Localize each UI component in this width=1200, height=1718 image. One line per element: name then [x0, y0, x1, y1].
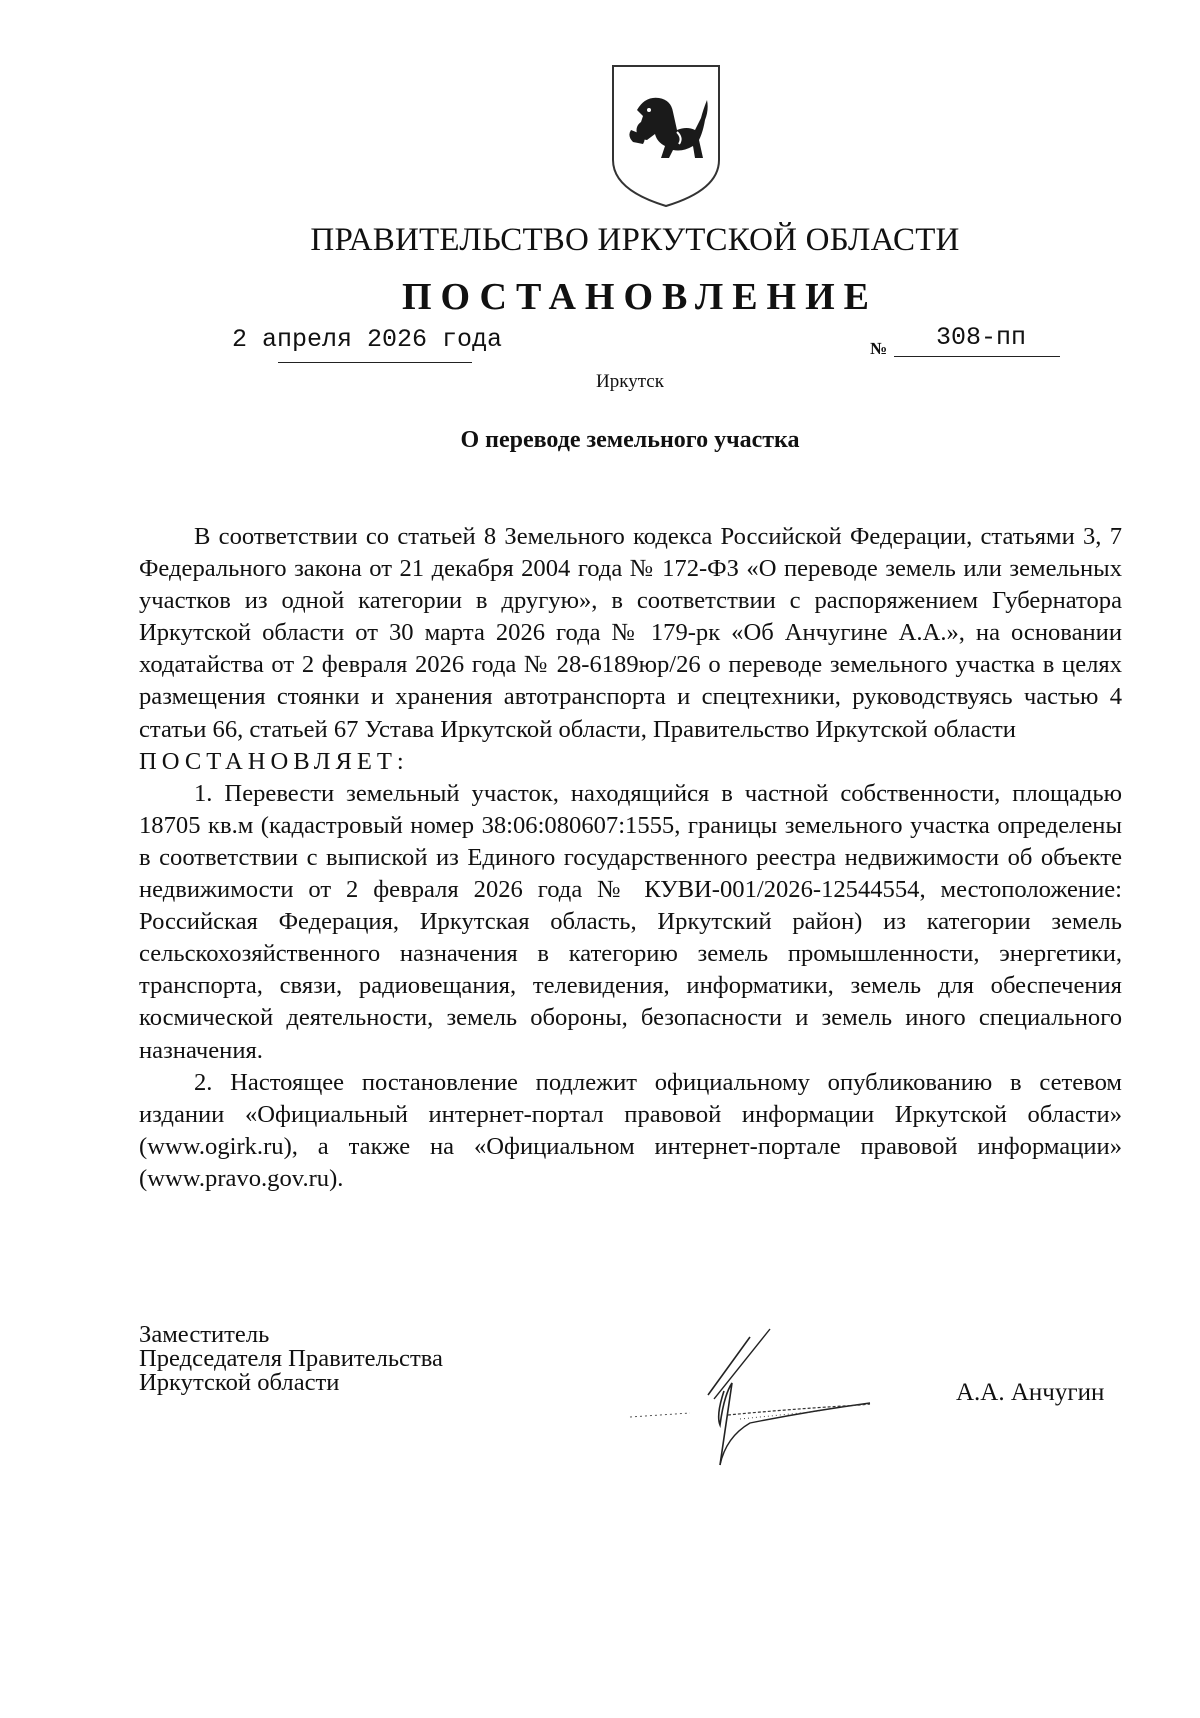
- signer-position-line-3: Иркутской области: [139, 1369, 340, 1396]
- resolves-heading: ПОСТАНОВЛЯЕТ:: [139, 747, 409, 775]
- signer-name: А.А. Анчугин: [956, 1379, 1105, 1406]
- preamble-paragraph: В соответствии со статьей 8 Земельного кодекса Российской Федерации, статьями 3, 7 Федерального закона от 21 декабря 2004 года № 172-ФЗ «О переводе земель или земельных участков из одной категории в другую», в соответствии с распоряжением Губернатора Иркутской области от 30 марта 2026 года № 179-рк «Об Анчугине А.А.», на основании ходатайства от 2 февраля 2026 года № 28-6189юр/26 о переводе земельного участка в целях размещения стоянки и хранения автотранспорта и спецтехники, руководствуясь частью 4 статьи 66, статьей 67 Устава Иркутской области, Правительство Иркутской области: [139, 523, 1122, 743]
- document-type-heading: ПОСТАНОВЛЕНИЕ: [401, 276, 879, 318]
- signer-position-line-2: Председателя Правительства: [139, 1345, 443, 1372]
- document-number: 308-пп: [936, 323, 1027, 352]
- signer-position-line-1: Заместитель: [139, 1321, 270, 1348]
- number-label: №: [870, 339, 888, 358]
- item-1-paragraph: 1. Перевести земельный участок, находящийся в частной собственности, площадью 18705 кв.м (кадастровый номер 38:06:080607:1555, границы земельного участка определены в соответствии с выпиской из Единого государственного реестра недвижимости об объекте недвижимости от 2 февраля 2026 года № КУВИ-001/2026-12544554, местоположение: Российская Федерация, Иркутская область, Иркутский район) из категории земель сельскохозяйственного назначения в категорию земель промышленности, энергетики, транспорта, связи, радиовещания, телевидения, информатики, земель для обеспечения космической деятельности, земель обороны, безопасности и земель иного специального назначения.: [139, 779, 1122, 1064]
- organization-title: ПРАВИТЕЛЬСТВО ИРКУТСКОЙ ОБЛАСТИ: [310, 222, 960, 258]
- item-2-paragraph: 2. Настоящее постановление подлежит официальному опубликованию в сетевом издании «Официальный интернет-портал правовой информации Иркутской области» (www.ogirk.ru), а также на «Официальном интернет-портале правовой информации» (www.pravo.gov.ru).: [139, 1068, 1122, 1192]
- city: Иркутск: [596, 371, 664, 392]
- date-underline: [278, 362, 472, 363]
- document-subject: О переводе земельного участка: [460, 427, 800, 453]
- document-date: 2 апреля 2026 года: [232, 325, 503, 354]
- handwritten-signature: [620, 1325, 940, 1475]
- number-underline: [894, 356, 1060, 357]
- document-body: [139, 521, 1122, 1195]
- signer-position: [139, 1323, 443, 1395]
- coat-of-arms-icon: [607, 60, 725, 210]
